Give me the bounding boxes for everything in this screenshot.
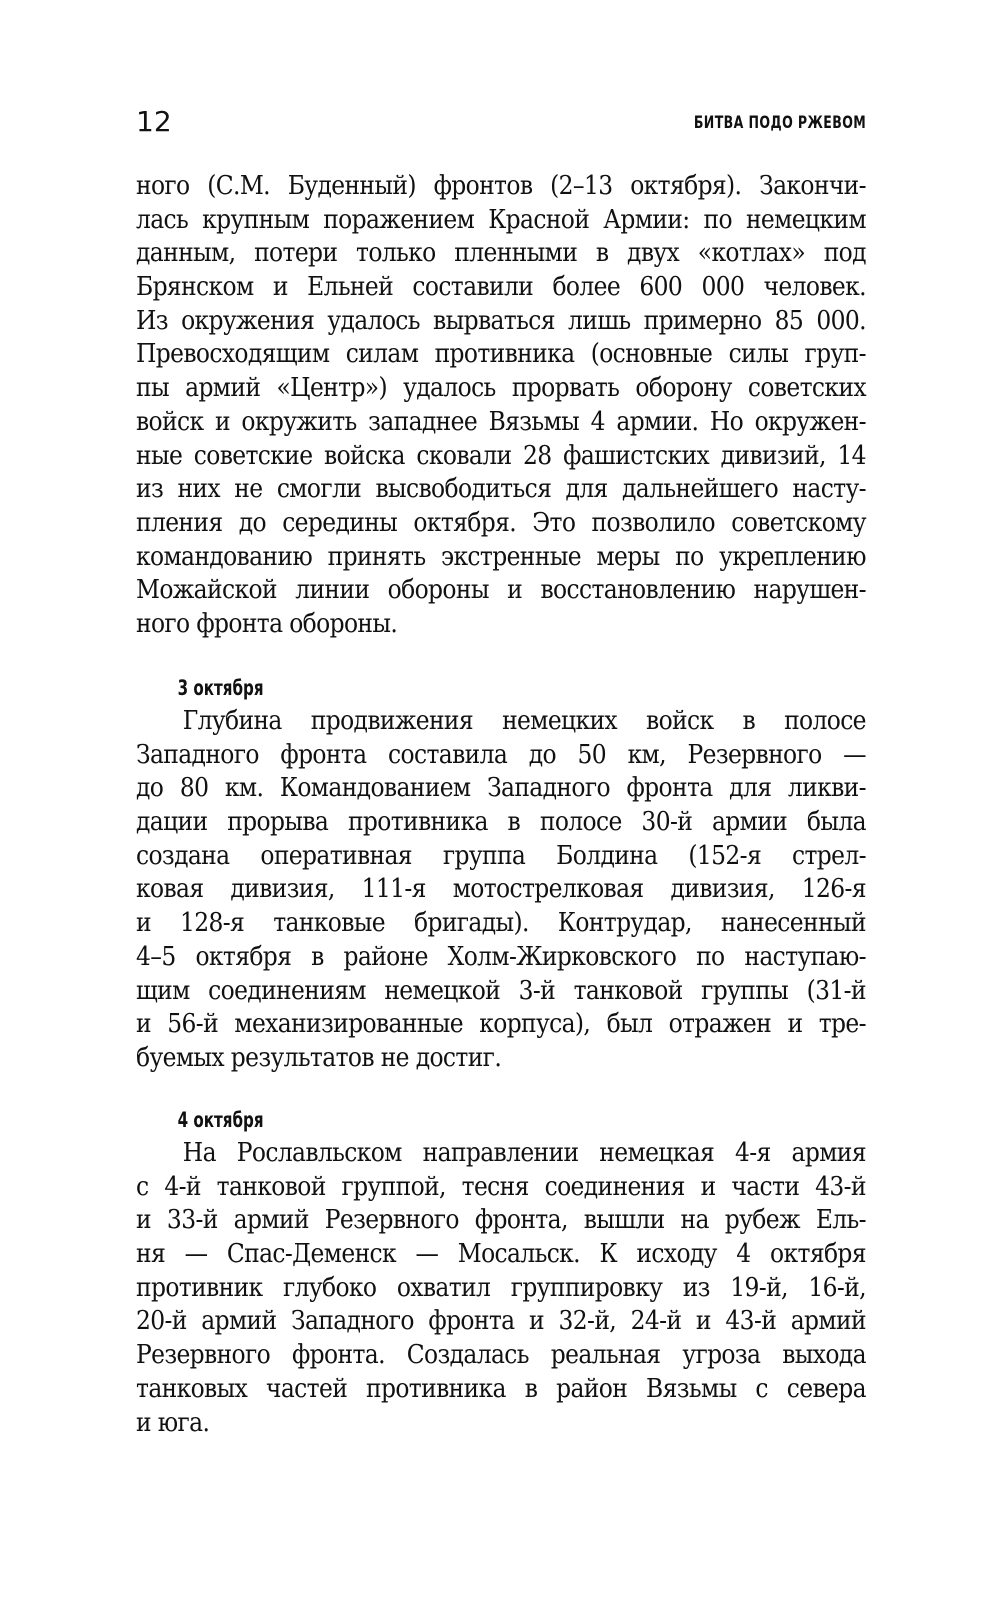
text-line: ня — Спас-Деменск — Мосальск. К исходу 4 октября	[136, 1239, 866, 1270]
text-line: лась крупным поражением Красной Армии: по немецким	[136, 204, 866, 235]
text-line: с 4-й танковой группой, тесня соединения и части 43-й	[136, 1171, 866, 1202]
text-line: Можайской линии обороны и восстановлению нарушен-	[136, 575, 866, 606]
text-line: буемых результатов не достиг.	[136, 1042, 502, 1073]
section-heading: 3 октября	[177, 676, 264, 700]
text-line: ковая дивизия, 111-я мотострелковая дивизия, 126-я	[136, 874, 866, 905]
text-line: создана оперативная группа Болдина (152-я стрел-	[136, 840, 866, 871]
page-number: 12	[136, 105, 172, 138]
text-line: войск и окружить западнее Вязьмы 4 армии. Но окружен-	[136, 406, 866, 437]
text-line: Превосходящим силам противника (основные силы груп-	[136, 339, 866, 370]
text-line: Из окружения удалось вырваться лишь примерно 85 000.	[136, 305, 866, 336]
text-line: ные советские войска сковали 28 фашистских дивизий, 14	[136, 440, 866, 471]
text-line: Западного фронта составила до 50 км, Резервного —	[136, 739, 866, 770]
text-line: и 56-й механизированные корпуса), был отражен и тре-	[136, 1009, 866, 1040]
text-line: данным, потери только пленными в двух «котлах» под	[136, 238, 866, 269]
text-line: На Рославльском направлении немецкая 4-я армия	[182, 1138, 866, 1168]
text-line: из них не смогли высвободиться для дальнейшего насту-	[136, 474, 866, 505]
text-line: противник глубоко охватил группировку из 19-й, 16-й,	[136, 1272, 866, 1303]
text-line: до 80 км. Командованием Западного фронта для ликви-	[136, 773, 866, 804]
text-line: и 128-я танковые бригады). Контрудар, нанесенный	[136, 908, 866, 939]
text-line: командованию принять экстренные меры по укреплению	[136, 541, 866, 572]
text-line: Брянском и Ельней составили более 600 000 человек.	[136, 272, 866, 303]
text-line: ного (С.М. Буденный) фронтов (2–13 октября). Закончи-	[136, 171, 866, 201]
text-line: Резервного фронта. Создалась реальная угроза выхода	[136, 1340, 866, 1371]
text-line: Глубина продвижения немецких войск в полосе	[182, 706, 866, 736]
text-line: ного фронта обороны.	[136, 608, 398, 639]
text-line: танковых частей противника в район Вязьмы с севера	[136, 1373, 866, 1404]
text-line: щим соединениям немецкой 3-й танковой группы (31-й	[136, 975, 866, 1006]
section-heading: 4 октября	[177, 1108, 264, 1132]
intro-paragraph	[136, 170, 866, 642]
text-line: пления до середины октября. Это позволило советскому	[136, 507, 866, 538]
running-header	[136, 102, 866, 142]
text-line: и 33-й армий Резервного фронта, вышли на рубеж Ель-	[136, 1205, 866, 1236]
text-line: дации прорыва противника в полосе 30-й армии была	[136, 807, 866, 838]
text-line: пы армий «Центр») удалось прорвать оборону советских	[136, 373, 866, 404]
book-title: БИТВА ПОДО РЖЕВОМ	[693, 113, 866, 133]
section-october-4	[136, 1104, 866, 1440]
text-line: 20-й армий Западного фронта и 32-й, 24-й и 43-й армий	[136, 1306, 866, 1337]
text-line: 4–5 октября в районе Холм-Жирковского по наступаю-	[136, 941, 866, 972]
section-october-3	[136, 672, 866, 1076]
text-line: и юга.	[136, 1407, 210, 1438]
